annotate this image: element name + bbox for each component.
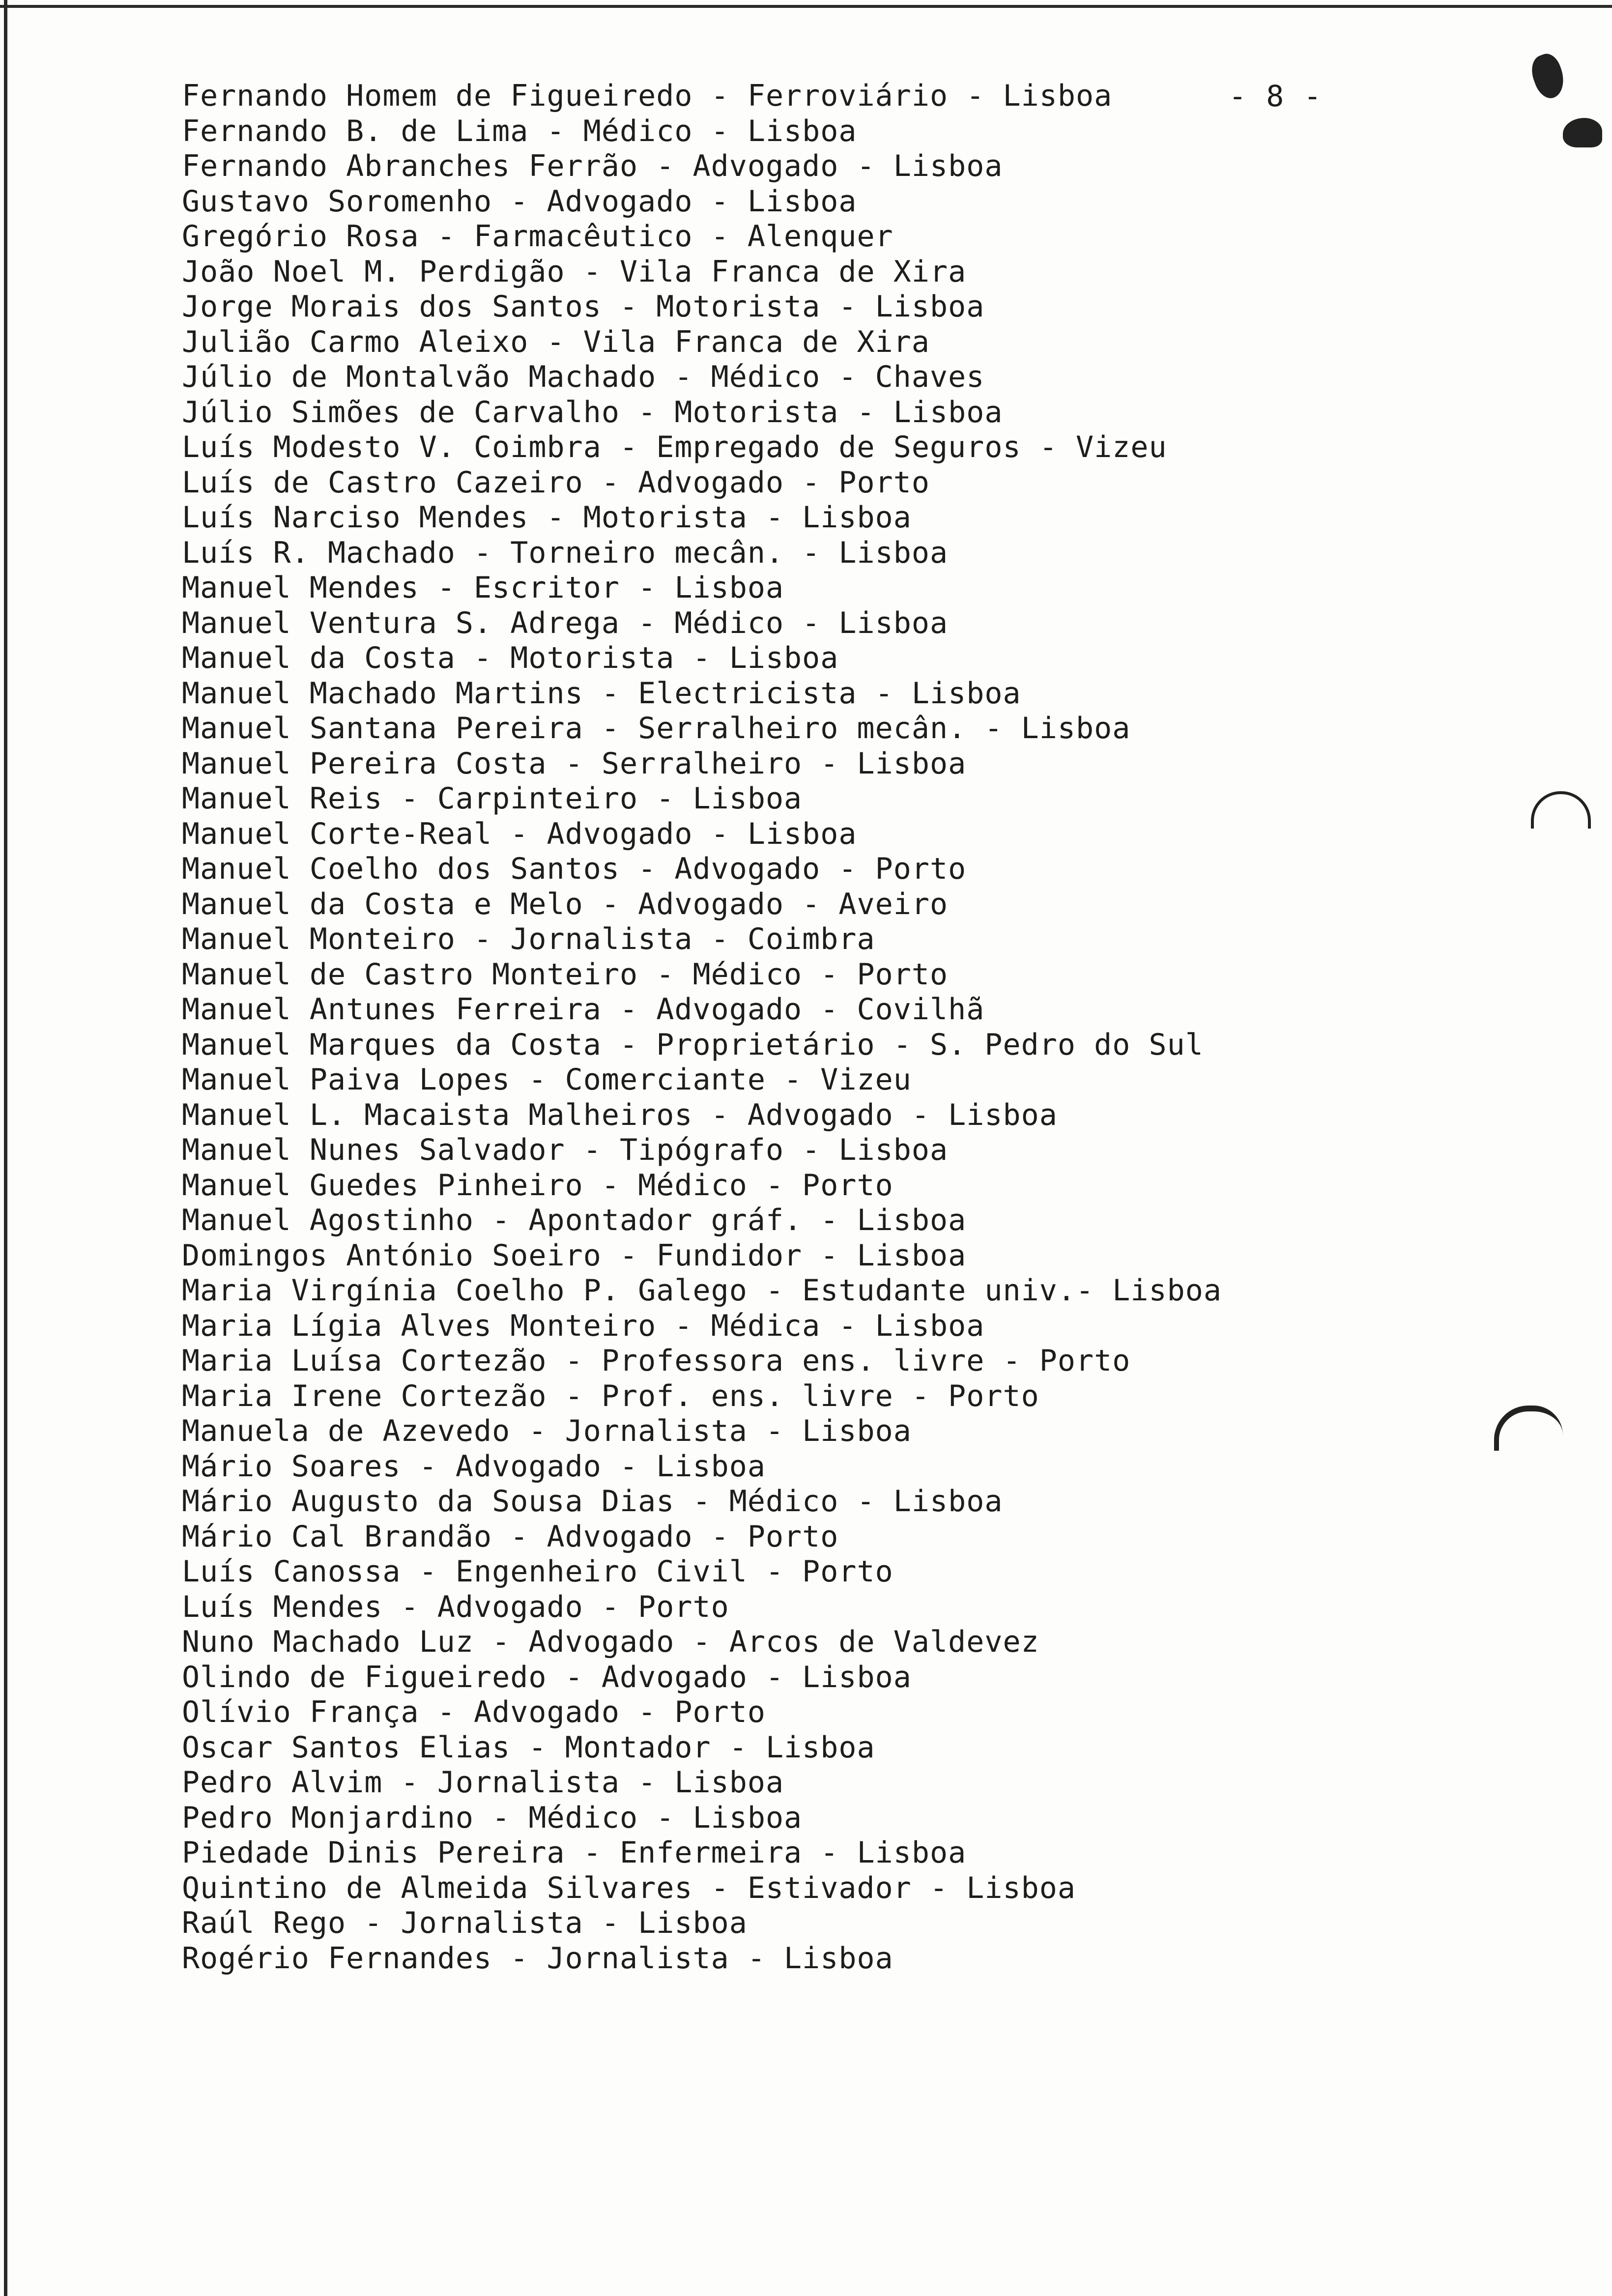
list-item: Manuel Corte-Real - Advogado - Lisboa [182, 816, 857, 851]
list-item: Manuel Santana Pereira - Serralheiro mecân. - Lisboa [182, 711, 1131, 746]
list-item: Manuel Guedes Pinheiro - Médico - Porto [182, 1168, 893, 1203]
list-item: Manuel Pereira Costa - Serralheiro - Lisboa [182, 746, 967, 781]
list-item: Manuel da Costa e Melo - Advogado - Aveiro [182, 887, 949, 921]
list-item: Manuel da Costa - Motorista - Lisboa [182, 641, 839, 675]
list-item: Luís de Castro Cazeiro - Advogado - Porto [182, 465, 930, 500]
list-item: Manuel Nunes Salvador - Tipógrafo - Lisboa [182, 1133, 949, 1167]
list-item: Manuel de Castro Monteiro - Médico - Porto [182, 957, 949, 992]
list-item: Manuela de Azevedo - Jornalista - Lisboa [182, 1414, 912, 1448]
list-item: Luís Narciso Mendes - Motorista - Lisboa [182, 500, 912, 535]
list-item: Olívio França - Advogado - Porto [182, 1695, 766, 1729]
ink-blot-mark [1563, 118, 1602, 147]
list-item: Julião Carmo Aleixo - Vila Franca de Xira [182, 324, 930, 359]
list-item: Piedade Dinis Pereira - Enfermeira - Lisboa [182, 1836, 967, 1870]
list-item: Fernando Homem de Figueiredo - Ferroviário - Lisboa [182, 79, 1113, 113]
list-item: Rogério Fernandes - Jornalista - Lisboa [182, 1941, 893, 1976]
list-item: Manuel Reis - Carpinteiro - Lisboa [182, 781, 803, 816]
list-item: Gregório Rosa - Farmacêutico - Alenquer [182, 219, 893, 254]
list-item: Olindo de Figueiredo - Advogado - Lisboa [182, 1660, 912, 1694]
list-item: Manuel Ventura S. Adrega - Médico - Lisboa [182, 605, 949, 640]
list-item: Quintino de Almeida Silvares - Estivador - Lisboa [182, 1870, 1076, 1905]
list-item: Fernando Abranches Ferrão - Advogado - Lisboa [182, 149, 1003, 183]
name-list [182, 79, 1361, 1976]
list-item: Luís Canossa - Engenheiro Civil - Porto [182, 1554, 893, 1589]
list-item: Manuel Machado Martins - Electricista - Lisboa [182, 676, 1021, 711]
list-item: Maria Lígia Alves Monteiro - Médica - Lisboa [182, 1308, 985, 1343]
list-item: Mário Soares - Advogado - Lisboa [182, 1449, 766, 1484]
list-item: Manuel Coelho dos Santos - Advogado - Porto [182, 852, 967, 886]
list-item: Pedro Monjardino - Médico - Lisboa [182, 1800, 803, 1835]
top-edge-rule [0, 5, 1612, 8]
list-item: Luís Mendes - Advogado - Porto [182, 1589, 729, 1624]
list-item: Gustavo Soromenho - Advogado - Lisboa [182, 184, 857, 219]
list-item: Manuel Paiva Lopes - Comerciante - Vizeu [182, 1062, 912, 1097]
list-item: Manuel L. Macaista Malheiros - Advogado - Lisboa [182, 1097, 1058, 1132]
list-item: Maria Virgínia Coelho P. Galego - Estudante univ.- Lisboa [182, 1273, 1222, 1308]
list-item: Mário Cal Brandão - Advogado - Porto [182, 1519, 839, 1554]
list-item: Nuno Machado Luz - Advogado - Arcos de Valdevez [182, 1625, 1039, 1659]
punch-hole-mark [1494, 1406, 1563, 1451]
list-item: Maria Luísa Cortezão - Professora ens. livre - Porto [182, 1344, 1131, 1378]
list-item: João Noel M. Perdigão - Vila Franca de Xira [182, 254, 967, 289]
list-item: Fernando B. de Lima - Médico - Lisboa [182, 114, 857, 148]
list-item: Maria Irene Cortezão - Prof. ens. livre - Porto [182, 1378, 1039, 1413]
list-item: Domingos António Soeiro - Fundidor - Lisboa [182, 1238, 967, 1273]
list-item: Manuel Marques da Costa - Proprietário - S. Pedro do Sul [182, 1027, 1204, 1062]
list-item: Luís Modesto V. Coimbra - Empregado de Seguros - Vizeu [182, 430, 1167, 464]
list-item: Mário Augusto da Sousa Dias - Médico - Lisboa [182, 1484, 1003, 1519]
punch-hole-mark [1531, 791, 1591, 829]
list-item: Jorge Morais dos Santos - Motorista - Lisboa [182, 289, 985, 324]
list-item: Oscar Santos Elias - Montador - Lisboa [182, 1730, 875, 1765]
list-item: Manuel Antunes Ferreira - Advogado - Covilhã [182, 992, 985, 1027]
list-item: Raúl Rego - Jornalista - Lisboa [182, 1906, 748, 1940]
list-item: Júlio Simões de Carvalho - Motorista - Lisboa [182, 395, 1003, 430]
list-item: Manuel Agostinho - Apontador gráf. - Lisboa [182, 1203, 967, 1237]
list-item: Manuel Monteiro - Jornalista - Coimbra [182, 922, 875, 956]
left-edge-rule [4, 0, 7, 2296]
list-item: Júlio de Montalvão Machado - Médico - Chaves [182, 360, 985, 394]
ink-blot-mark [1526, 50, 1569, 102]
list-item: Luís R. Machado - Torneiro mecân. - Lisboa [182, 535, 949, 570]
page-number: - 8 - [1229, 79, 1323, 114]
list-item: Pedro Alvim - Jornalista - Lisboa [182, 1765, 784, 1800]
list-item: Manuel Mendes - Escritor - Lisboa [182, 571, 784, 605]
